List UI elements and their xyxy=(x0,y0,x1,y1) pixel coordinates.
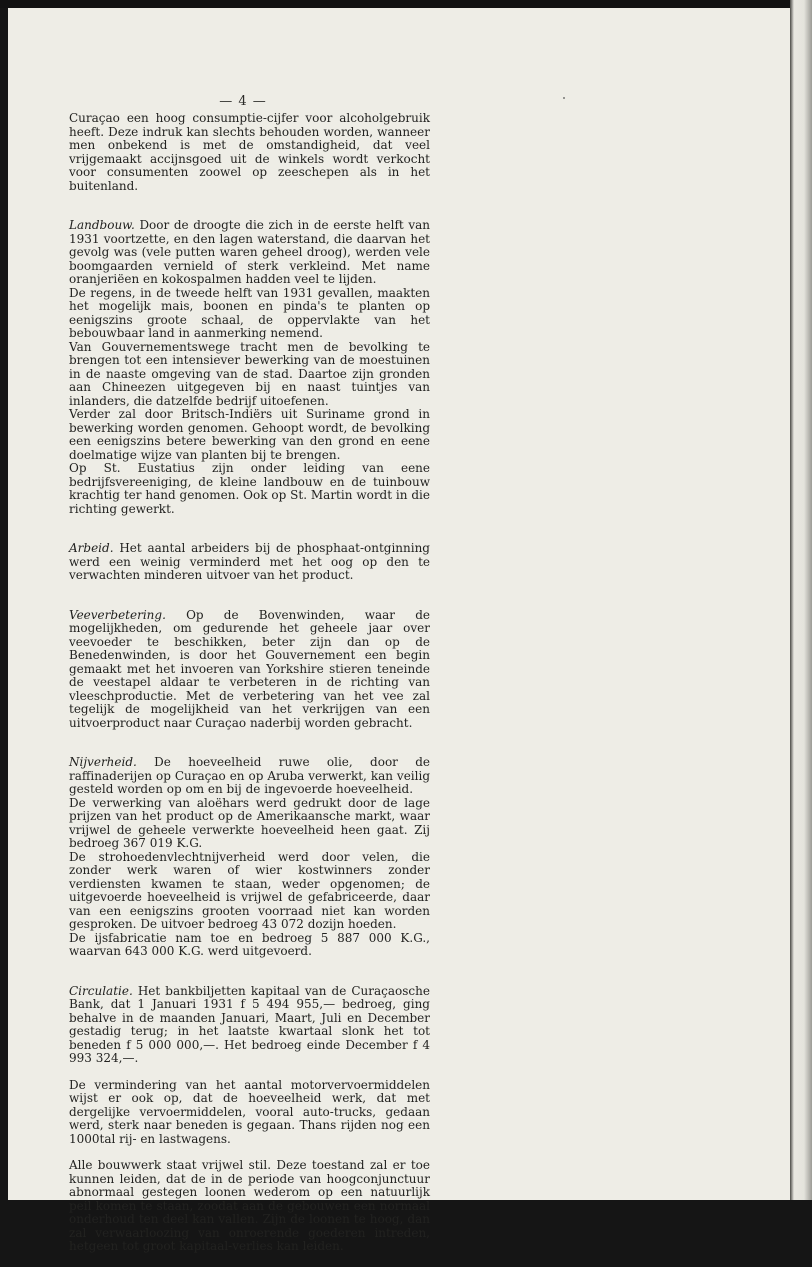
landbouw-paragraph-3: Van Gouvernementswege tracht men de bevolking te brengen tot een intensiever bewerking van de moestuinen in de naaste omgeving van de stad. Daartoe zijn gronden aan Chineezen uitgegeven bij en naast tuintjes van inlanders, die datzelfde bedrijf uitoefenen. xyxy=(69,339,430,408)
circulatie-section xyxy=(69,985,430,1066)
arbeid-section xyxy=(69,542,430,583)
nijverheid-text-1: De hoeveelheid ruwe olie, door de raffinaderijen op Curaçao en op Aruba verwerkt, kan veilig gesteld worden op om en bij de ingevoerde hoeveelheid. xyxy=(69,755,430,796)
circulatie-paragraph xyxy=(69,985,430,1066)
landbouw-heading: Landbouw. xyxy=(69,218,135,232)
bouwwerk-section xyxy=(69,1159,430,1254)
intro-paragraph: Curaçao een hoog consumptie-cijfer voor alcoholgebruik heeft. Deze indruk kan slechts behouden worden, wanneer men onbekend is met de omstandigheid, dat veel vrijgemaakt accijnsgoed uit de winkels wordt verkocht voor consumenten zoowel op zeeschepen als in het buitenland. xyxy=(69,111,430,193)
scan-border-top xyxy=(0,0,812,8)
landbouw-paragraph-2: De regens, in de tweede helft van 1931 gevallen, maakten het mogelijk mais, boonen en pinda's te planten op eenigszins groote schaal, de oppervlakte van het bebouwbaar land in aanmerking nemend. xyxy=(69,285,430,340)
nijverheid-section xyxy=(69,756,430,959)
circulatie-heading: Circulatie. xyxy=(69,983,133,998)
nijverheid-paragraph-3: De strohoedenvlechtnijverheid werd door velen, die zonder werk waren of wier kostwinners zonder verdiensten kwamen te staan, weder opgenomen; de uitgevoerde hoeveelheid is vrijwel de gefabriceerde, daar van een eenigszins grooten voorraad niet kan worden gesproken. De uitvoer bedroeg 43 072 dozijn hoeden. xyxy=(69,849,430,931)
scan-speck xyxy=(563,97,565,99)
intro-section xyxy=(69,112,430,193)
nijverheid-paragraph-1 xyxy=(69,756,430,797)
vermindering-section xyxy=(69,1079,430,1147)
landbouw-paragraph-4: Verder zal door Britsch-Indiërs uit Suriname grond in bewerking worden genomen. Gehoopt wordt, de bevolking een eenigszins betere bewerking van den grond en eene doelmatige wijze van planten bij te brengen. xyxy=(69,407,430,462)
nijverheid-heading: Nijverheid. xyxy=(69,755,137,769)
circulatie-text: Het bankbiljetten kapitaal van de Curaçaosche Bank, dat 1 Januari 1931 f 5 494 955,— bedroeg, ging behalve in de maanden Januari, Maart, Juli en December gestadig terug; in het laatste kwartaal slonk het tot beneden f 5 000 000,—. Het bedroeg einde December f 4 993 324,—. xyxy=(69,983,430,1065)
veeverbetering-text: Op de Bovenwinden, waar de mogelijkheden, om gedurende het geheele jaar over veevoeder te beschikken, beter zijn dan op de Benedenwinden, is door het Gouvernement een begin gemaakt met het invoeren van Yorkshire stieren teneinde de veestapel aldaar te verbeteren in de richting van vleeschproductie. Met de verbetering van het vee zal tegelijk de mogelijkheid van het verkrijgen van een uitvoerproduct naar Curaçao naderbij worden gebracht. xyxy=(69,607,430,730)
page-number: — 4 — xyxy=(219,94,267,109)
landbouw-section xyxy=(69,219,430,516)
landbouw-paragraph-5: Op St. Eustatius zijn onder leiding van eene bedrijfsvereeniging, de kleine landbouw en de tuinbouw krachtig ter hand genomen. Ook op St. Martin wordt in die richting gewerkt. xyxy=(69,461,430,516)
nijverheid-paragraph-4: De ijsfabricatie nam toe en bedroeg 5 887 000 K.G., waarvan 643 000 K.G. werd uitgevoerd. xyxy=(69,930,430,958)
veeverbetering-paragraph xyxy=(69,609,430,731)
arbeid-text: Het aantal arbeiders bij de phosphaat-ontginning werd een weinig verminderd met het oog op den te verwachten minderen uitvoer van het product. xyxy=(69,541,430,582)
bouwwerk-paragraph: Alle bouwwerk staat vrijwel stil. Deze toestand zal er toe kunnen leiden, dat de in de periode van hoogconjunctuur abnormaal gestegen loonen wederom op een natuurlijk peil komen te staan, zoodat aan de gebouwen een normaal onderhoud ten deel kan vallen. Zijn de loonen te hoog, dan zal verwaarloozing van onroerende goederen intreden, hetgeen tot groot kapitaal-verlies kan leiden. xyxy=(69,1158,430,1253)
nijverheid-paragraph-2: De verwerking van aloëhars werd gedrukt door de lage prijzen van het product op de Amerikaansche markt, waar vrijwel de geheele verwerkte hoeveelheid heen gaat. Zij bedroeg 367 019 K.G. xyxy=(69,795,430,850)
text-column xyxy=(69,112,430,1267)
arbeid-heading: Arbeid. xyxy=(69,541,114,555)
landbouw-paragraph-1 xyxy=(69,219,430,287)
document-page xyxy=(8,8,790,1253)
arbeid-paragraph xyxy=(69,542,430,583)
landbouw-text-1: Door de droogte die zich in de eerste helft van 1931 voortzette, en den lagen waterstand, die daarvan het gevolg was (vele putten waren geheel droog), werden vele boomgaarden vernield of sterk verkleind. Met name oranjeriëen en kokospalmen hadden veel te lijden. xyxy=(69,218,430,286)
page-edge-shadow xyxy=(790,0,812,1200)
veeverbetering-section xyxy=(69,609,430,731)
veeverbetering-heading: Veeverbetering. xyxy=(69,607,166,622)
vermindering-paragraph: De vermindering van het aantal motorvervoermiddelen wijst er ook op, dat de hoeveelheid werk, dat met dergelijke vervoermiddelen, vooral auto-trucks, gedaan werd, sterk naar beneden is gegaan. Thans rijden nog een 1000tal rij- en lastwagens. xyxy=(69,1077,430,1146)
